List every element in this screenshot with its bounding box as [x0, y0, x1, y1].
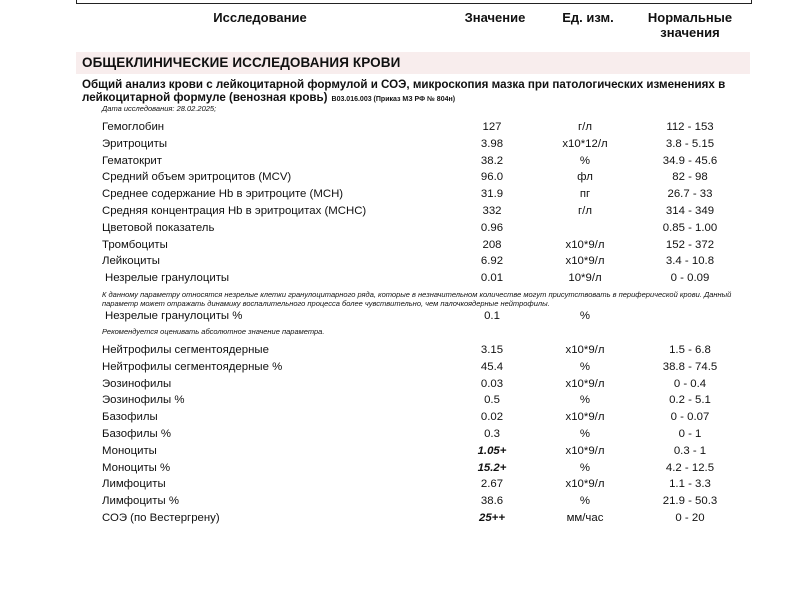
table-row — [0, 171, 788, 188]
table-row — [0, 344, 788, 361]
result-norm: 1.1 - 3.3 — [669, 478, 711, 491]
result-name: Лимфоциты % — [102, 495, 179, 508]
result-norm: 0 - 1 — [678, 428, 702, 440]
result-name: Базофилы — [102, 411, 158, 424]
test-date: Дата исследования: 28.02.2025; — [102, 104, 217, 113]
header-unit: Ед. изм. — [562, 10, 614, 25]
header-norm-line1: Нормальные — [647, 10, 733, 25]
result-norm: 0 - 0.07 — [670, 411, 710, 424]
table-row — [0, 378, 788, 395]
result-norm: 0.85 - 1.00 — [662, 221, 718, 234]
result-value: 25++ — [479, 512, 505, 524]
result-value: 6.92 — [480, 255, 504, 268]
result-norm: 112 - 153 — [666, 121, 714, 133]
result-name: Незрелые гранулоциты — [105, 272, 230, 285]
header-norm-line2: значения — [660, 25, 720, 40]
result-name: Эозинофилы — [102, 377, 172, 390]
result-norm: 0 - 0.4 — [673, 377, 707, 390]
result-value: 1.05+ — [477, 444, 507, 457]
header-study: Исследование — [213, 10, 307, 25]
result-value: 0.02 — [480, 411, 504, 424]
note-absolute-value: Рекомендуется оценивать абсолютное значение параметра. — [102, 327, 325, 336]
result-unit: г/л — [578, 205, 592, 217]
table-row — [0, 239, 788, 256]
result-value: 0.3 — [484, 428, 500, 440]
result-name: Среднее содержание Hb в эритроците (MCH) — [102, 188, 344, 201]
result-unit: x10*9/л — [565, 444, 605, 457]
result-norm: 0.2 - 5.1 — [669, 394, 711, 407]
result-unit: пг — [579, 188, 591, 201]
table-row — [0, 445, 788, 462]
result-norm: 0 - 0.09 — [670, 272, 710, 285]
result-unit: мм/час — [566, 512, 604, 524]
result-unit: % — [579, 310, 591, 322]
result-unit: x10*9/л — [565, 411, 605, 424]
result-value: 332 — [482, 205, 502, 217]
result-norm: 38.8 - 74.5 — [662, 360, 718, 373]
table-row — [0, 394, 788, 411]
table-row — [0, 478, 788, 495]
result-norm: 0.3 - 1 — [673, 444, 707, 457]
result-norm: 4.2 - 12.5 — [665, 461, 715, 474]
result-value: 3.15 — [480, 344, 504, 356]
section-title: ОБЩЕКЛИНИЧЕСКИЕ ИССЛЕДОВАНИЯ КРОВИ — [82, 55, 401, 70]
result-norm: 0 - 20 — [675, 512, 705, 524]
table-row — [0, 272, 788, 289]
result-value: 0.96 — [480, 221, 504, 234]
result-value: 127 — [482, 121, 502, 133]
result-name: Нейтрофилы сегментоядерные — [102, 344, 269, 356]
result-unit: x10*12/л — [562, 137, 608, 150]
result-unit: % — [579, 461, 591, 474]
result-value: 45.4 — [480, 360, 504, 373]
table-row — [0, 310, 788, 327]
result-norm: 3.8 - 5.15 — [665, 137, 715, 150]
report-frame-top — [76, 0, 752, 4]
result-value: 0.01 — [480, 272, 504, 285]
result-norm: 3.4 - 10.8 — [665, 255, 715, 268]
result-value: 2.67 — [480, 478, 504, 491]
table-row — [0, 428, 788, 445]
table-row — [0, 361, 788, 378]
result-unit: x10*9/л — [565, 478, 605, 491]
result-value: 38.2 — [480, 154, 504, 167]
result-unit: x10*9/л — [565, 238, 605, 251]
result-value: 0.03 — [480, 377, 504, 390]
result-name: Средняя концентрация Hb в эритроцитах (MCHC) — [102, 205, 367, 217]
header-norm — [640, 10, 740, 40]
result-unit: % — [579, 360, 591, 373]
result-unit: % — [579, 394, 591, 407]
result-value: 3.98 — [480, 137, 504, 150]
table-row — [0, 512, 788, 529]
result-name: Цветовой показатель — [102, 221, 215, 234]
result-value: 15.2+ — [477, 461, 507, 474]
table-row — [0, 138, 788, 155]
result-norm: 314 - 349 — [665, 205, 715, 217]
result-unit: x10*9/л — [565, 344, 605, 356]
test-code: B03.016.003 (Приказ МЗ РФ № 804н) — [331, 96, 456, 103]
table-row — [0, 155, 788, 172]
result-value: 38.6 — [480, 495, 504, 508]
result-unit: г/л — [578, 121, 592, 133]
test-title — [82, 78, 750, 106]
result-unit: фл — [577, 171, 593, 184]
result-name: Гемоглобин — [102, 121, 165, 133]
result-name: Моноциты — [102, 444, 157, 457]
result-name: Лимфоциты — [102, 478, 166, 491]
note-immature-granulocytes: К данному параметру относятся незрелые клетки гранулоцитарного ряда, которые в незначительном количестве могут присутствовать в периферической крови. Данный параметр может отражать динамику воспалительного процесса более чувствительно, чем палочкоядерные нейтрофилы. — [102, 290, 732, 308]
result-value: 31.9 — [480, 188, 504, 201]
result-value: 0.5 — [484, 394, 500, 407]
table-row — [0, 188, 788, 205]
table-row — [0, 222, 788, 239]
result-unit: % — [579, 154, 591, 167]
table-row — [0, 121, 788, 138]
result-name: Средний объем эритроцитов (MCV) — [102, 171, 292, 184]
result-name: Гематокрит — [102, 154, 162, 167]
result-unit: % — [579, 495, 591, 508]
result-norm: 82 - 98 — [672, 171, 708, 184]
result-norm: 34.9 - 45.6 — [662, 154, 718, 167]
result-unit: 10*9/л — [568, 272, 602, 285]
table-row — [0, 462, 788, 479]
result-name: Эритроциты — [102, 137, 168, 150]
result-unit: x10*9/л — [565, 255, 605, 268]
result-norm: 152 - 372 — [665, 238, 715, 251]
header-value: Значение — [464, 10, 526, 25]
result-name: Тромбоциты — [102, 238, 168, 251]
test-title-text: Общий анализ крови с лейкоцитарной формулой и СОЭ, микроскопия мазка при патологических изменениях в лейкоцитарной формуле (венозная кровь) — [82, 78, 726, 104]
table-row — [0, 411, 788, 428]
result-value: 96.0 — [480, 171, 504, 184]
table-row — [0, 255, 788, 272]
result-value: 0.1 — [484, 310, 500, 322]
result-name: Базофилы % — [102, 428, 171, 440]
result-name: СОЭ (по Вестергрену) — [102, 512, 220, 524]
result-name: Эозинофилы % — [102, 394, 185, 407]
result-name: Моноциты % — [102, 461, 171, 474]
result-norm: 21.9 - 50.3 — [662, 495, 718, 508]
result-unit: % — [579, 428, 591, 440]
table-row — [0, 495, 788, 512]
result-name: Лейкоциты — [102, 255, 160, 268]
result-name: Нейтрофилы сегментоядерные % — [102, 360, 283, 373]
result-norm: 26.7 - 33 — [667, 188, 713, 201]
result-value: 208 — [482, 238, 502, 251]
result-norm: 1.5 - 6.8 — [669, 344, 711, 356]
table-row — [0, 205, 788, 222]
result-unit: x10*9/л — [565, 377, 605, 390]
result-name: Незрелые гранулоциты % — [105, 310, 243, 322]
